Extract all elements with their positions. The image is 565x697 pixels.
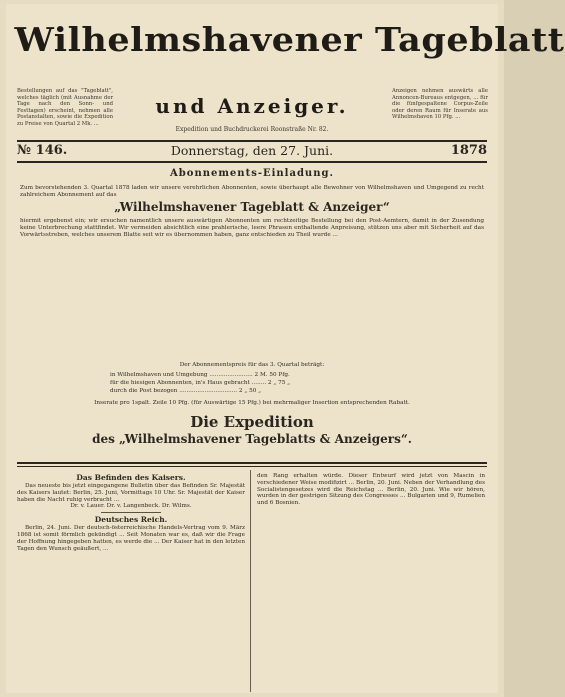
right-column bbox=[257, 473, 485, 691]
columns-top-rule bbox=[17, 462, 487, 464]
reich-heading: Deutsches Reich. bbox=[94, 515, 168, 525]
small-divider bbox=[101, 512, 161, 513]
abonnement-intro: Zum bevorstehenden 3. Quartal 1878 laden wir unsere verehrlichen Abonnenten, sowie überhaupt alle Bewohner von Wilhelmshaven und Umgegend zu recht zahlreichem Abonnement auf das bbox=[20, 185, 484, 198]
dateline-bottom-rule bbox=[17, 161, 487, 163]
price-row-3: durch die Post bezogen ................................ 2 „ 50 „ bbox=[110, 388, 262, 394]
masthead-imprint: Expedition und Buchdruckerei Roonstraße Nr. 82. bbox=[175, 126, 329, 133]
masthead-title: Wilhelmshavener Tageblatt bbox=[14, 20, 565, 59]
right-column-text: den Rang erhalten würde. Dieser Entwurf wird jetzt von Mascin in verschiedener Weise modifizirt ... Berlin, 20. Juni. Neben der Verhandlung des Socialistengesetzes wird die Reichstag ... Berlin, 20. Juni. Wie wir hören, wurden in der gestrigen Sitzung des Congresses ... Bulgarien und 9, Rumelien und 6 Bosnien. bbox=[257, 473, 485, 507]
kaiser-bulletin: Das neueste bis jetzt eingegangene Bulletin über das Befinden Sr. Majestät des Kaisers lautet: Berlin, 25. Juni, Vormittags 10 Uhr. Sr. Majestät der Kaiser haben die Nacht ruhig verbracht ... bbox=[17, 483, 245, 503]
dateline-top-rule bbox=[17, 140, 487, 142]
dateline bbox=[17, 143, 487, 161]
expedition-line-2: des „Wilhelmshavener Tageblatts & Anzeigers“. bbox=[92, 432, 412, 446]
reich-text: Berlin, 24. Juni. Der deutsch-österreichische Handels-Vertrag vom 9. März 1868 ist somit förmlich gekündigt ... Seit Monaten war es, daß wir die Frage der Hoffnung hingegeben hatten, es werde die ... Der Kaiser hat in den letzten Tagen den Wunsch geäußert, ... bbox=[17, 525, 245, 552]
section-heading-abonnement: Abonnements-Einladung. bbox=[170, 168, 334, 179]
issue-number: № 146. bbox=[17, 143, 68, 158]
bulletin-signatures: Dr. v. Lauer. Dr. v. Langenbeck. Dr. Wilms. bbox=[70, 503, 192, 510]
paper-name: „Wilhelmshavener Tageblatt & Anzeiger“ bbox=[114, 200, 390, 214]
columns-top-rule-thin bbox=[17, 466, 487, 467]
masthead-subtitle: und Anzeiger. bbox=[155, 94, 349, 118]
column-divider bbox=[250, 470, 251, 692]
advertising-notice: Anzeigen nehmen auswärts alle Annoncen-Bureaus entgegen, ... für die fünfgespaltene Corpus-Zeile oder deren Raum für Inserate aus Wilhelmshaven 10 Pfg. ... bbox=[392, 88, 488, 121]
kaiser-heading: Das Befinden des Kaisers. bbox=[76, 473, 186, 482]
subscription-notice: Bestellungen auf das "Tageblatt", welches täglich (mit Ausnahme der Tage nach den Sonn- und Festtagen) erscheint, nehmen alle Postanstalten, sowie die Expedition zu Preise von Quartal 2 Mk. ... bbox=[17, 88, 113, 127]
price-heading: Der Abonnementspreis für das 3. Quartal beträgt: bbox=[179, 362, 325, 368]
price-row-2: für die hiesigen Abonnenten, in's Haus gebracht ........ 2 „ 75 „ bbox=[110, 380, 291, 386]
left-column bbox=[17, 473, 245, 691]
inserate-note: Inserate pro 1spalt. Zeile 10 Pfg. (für Auswärtige 15 Pfg.) bei mehrmaliger Insertion entsprechenden Rabatt. bbox=[94, 400, 410, 406]
issue-year: 1878 bbox=[450, 143, 487, 158]
issue-date: Donnerstag, den 27. Juni. bbox=[170, 143, 334, 158]
expedition-line-1: Die Expedition bbox=[190, 413, 314, 431]
price-row-1: in Wilhelmshaven und Umgebung ........................ 2 M. 50 Pfg. bbox=[110, 372, 290, 378]
abonnement-body: hiermit ergebenst ein; wir ersuchen namentlich unsere auswärtigen Abonnenten um rechtzeitige Bestellung bei den Post-Aemtern, damit in der Zusendung keine Unterbrechung stattfindet. Wir vermeiden absichtlich eine prahlerische, leere Phrasen enthaltende Anpreisung, stützen uns aber mit Sicherheit auf das Vorwärtsstreben, welches unserem Blatte seit wir es übernommen haben, ganz entschieden zu Theil wurde ... bbox=[20, 218, 484, 238]
